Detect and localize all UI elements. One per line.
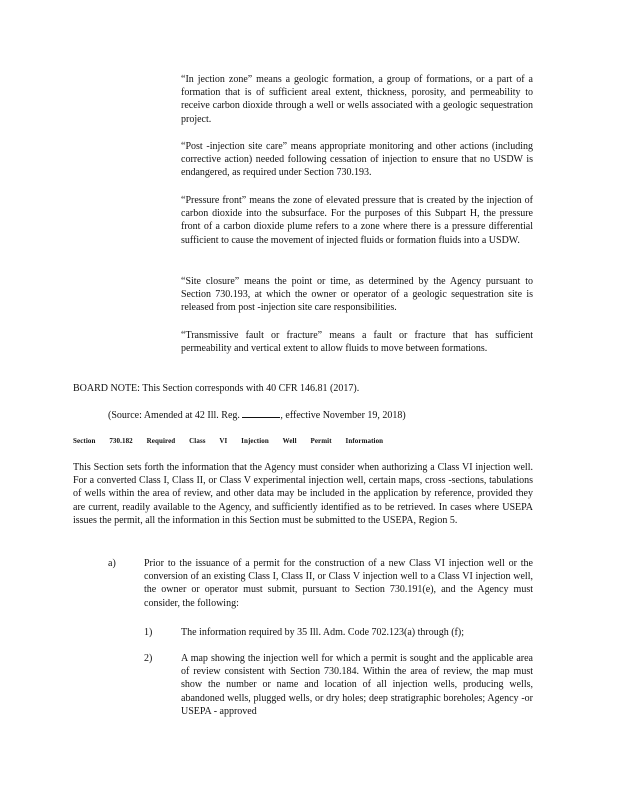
source-after: , effective November 19, 2018) bbox=[280, 410, 406, 421]
definition-post-injection-site-care: “Post -injection site care” means appropriate monitoring and other actions (including corrective action) needed following cessation of injection to ensure that no USDW is endangered, as required under Section 730.193. bbox=[181, 141, 533, 179]
subitem-1-marker: 1) bbox=[144, 627, 153, 638]
section-heading: Section 730.182 Required Class VI Injection Well Permit Information bbox=[73, 437, 384, 445]
definition-pressure-front: “Pressure front” means the zone of elevated pressure that is created by the injection of carbon dioxide into the subsurface. For the purposes of this Subpart H, the pressure front of a carbon dioxide plume refers to a zone where there is a pressure differential sufficient to cause the movement of injected fluids or formation fluids into a USDW. bbox=[181, 195, 533, 246]
section-intro-paragraph: This Section sets forth the information that the Agency must consider when authorizing a Class VI injection well. For a converted Class I, Class II, or Class V experimental injection well, certain maps, cross -sections, tabulations of wells within the area of review, and other data may be included in the application by reference, provided they are current, readily available to the Agency, and sufficiently identified as to be retrieved. In cases where USEPA issues the permit, all the information in this Section must be submitted to the USEPA, Region 5. bbox=[73, 462, 533, 526]
definition-injection-zone: “In jection zone” means a geologic formation, a group of formations, or a part of a formation that is of sufficient areal extent, thickness, porosity, and permeability to receive carbon dioxide through a well or wells associated with a geologic sequestration project. bbox=[181, 74, 533, 125]
source-note bbox=[108, 408, 406, 422]
definition-transmissive-fault: “Transmissive fault or fracture” means a fault or fracture that has sufficient permeability and vertical extent to allow fluids to move between formations. bbox=[181, 330, 533, 355]
item-a-text: Prior to the issuance of a permit for the construction of a new Class VI injection well or the conversion of an existing Class I, Class II, or Class V injection well to a Class VI injection well, the owner or operator must submit, pursuant to Section 730.191(e), and the Agency must consider, the following: bbox=[144, 558, 533, 609]
subitem-2-marker: 2) bbox=[144, 653, 153, 664]
subitem-2-text: A map showing the injection well for which a permit is sought and the applicable area of review consistent with Section 730.184. Within the area of review, the map must show the number or name and location of all injection wells, producing wells, abandoned wells, plugged wells, or dry holes; deep stratigraphic boreholes; Agency -or USEPA - approved bbox=[181, 653, 533, 717]
definition-site-closure: “Site closure” means the point or time, as determined by the Agency pursuant to Section 730.193, at which the owner or operator of a geologic sequestration site is released from post -injection site care responsibilities. bbox=[181, 276, 533, 314]
source-before: (Source: Amended at 42 Ill. Reg. bbox=[108, 410, 240, 421]
item-a-marker: a) bbox=[108, 558, 116, 569]
subitem-1-text: The information required by 35 Ill. Adm. Code 702.123(a) through (f); bbox=[181, 627, 464, 638]
board-note: BOARD NOTE: This Section corresponds with 40 CFR 146.81 (2017). bbox=[73, 383, 360, 394]
source-blank-line bbox=[242, 408, 280, 418]
